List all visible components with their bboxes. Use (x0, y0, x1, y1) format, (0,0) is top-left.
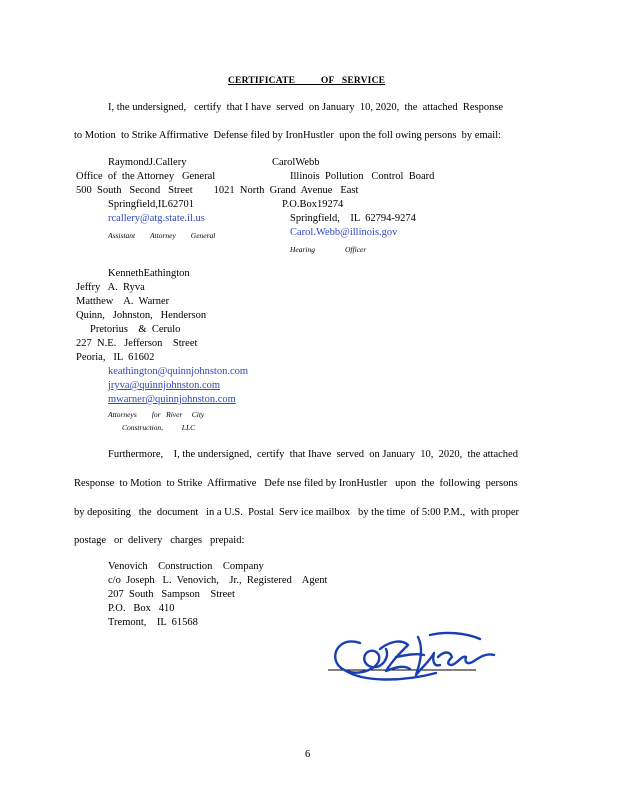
recipient-callery-city: Springfield,IL62701 (108, 199, 195, 210)
firm-city: Peoria, IL 61602 (76, 352, 155, 363)
venovich-city: Tremont, IL 61568 (108, 617, 198, 628)
attorney-ryva: Jeffry A. Ryva (76, 282, 145, 293)
email-link-callery[interactable]: rcallery@atg.state.il.us (108, 213, 205, 224)
venovich-street: 207 South Sampson Street (108, 589, 235, 600)
recipient-webb-name: CarolWebb (272, 157, 320, 168)
email-link-webb[interactable]: Carol.Webb@illinois.gov (290, 227, 398, 238)
recipient-webb-office: Illinois Pollution Control Board (290, 171, 435, 182)
para1-line1: I, the undersigned, certify that I have served on January 10, 2020, the attached Response (108, 102, 504, 113)
recipient-callery-office: Office of the Attorney General (76, 171, 216, 182)
para2-line4: postage or delivery charges prepaid: (74, 535, 245, 546)
recipient-callery-name: RaymondJ.Callery (108, 157, 187, 168)
attorney-eathington: KennethEathington (108, 268, 190, 279)
role-callery: Assistant Attorney General (108, 231, 216, 240)
email-link-eathington[interactable]: keathington@quinnjohnston.com (108, 366, 249, 377)
certificate-title: CERTIFICATE OF SERVICE (228, 76, 386, 86)
recipients-street-line: 500 South Second Street 1021 North Grand Avenue East (76, 185, 359, 196)
venovich-pobox: P.O. Box 410 (108, 603, 175, 614)
recipient-webb-city: Springfield, IL 62794-9274 (290, 213, 416, 224)
handwritten-signature (326, 627, 508, 687)
page-number: 6 (305, 749, 311, 760)
para2-line3: by depositing the document in a U.S. Postal Serv ice mailbox by the time of 5:00 P.M., with proper (74, 507, 520, 518)
attorney-warner: Matthew A. Warner (76, 296, 170, 307)
role-river-city-line2: Construction, LLC (122, 423, 196, 432)
role-river-city-line1: Attorneys for River City (108, 410, 205, 419)
firm-name-line2: Pretorius & Cerulo (90, 324, 181, 335)
firm-street: 227 N.E. Jefferson Street (76, 338, 198, 349)
recipient-webb-pobox: P.O.Box19274 (282, 199, 344, 210)
venovich-agent: c/o Joseph L. Venovich, Jr., Registered Agent (108, 575, 328, 586)
para1-line2: to Motion to Strike Affirmative Defense filed by IronHustler upon the foll owing persons by email: (74, 130, 502, 141)
para2-line2: Response to Motion to Strike Affirmative Defe nse filed by IronHustler upon the following persons (74, 478, 518, 489)
role-webb: Hearing Officer (290, 245, 367, 254)
firm-name-line1: Quinn, Johnston, Henderson (76, 310, 207, 321)
venovich-company: Venovich Construction Company (108, 561, 264, 572)
email-link-warner[interactable]: mwarner@quinnjohnston.com (108, 394, 236, 405)
para2-line1: Furthermore, I, the undersigned, certify that Ihave served on January 10, 2020, the attached (108, 449, 518, 460)
email-link-ryva[interactable]: jryva@quinnjohnston.com (108, 380, 221, 391)
